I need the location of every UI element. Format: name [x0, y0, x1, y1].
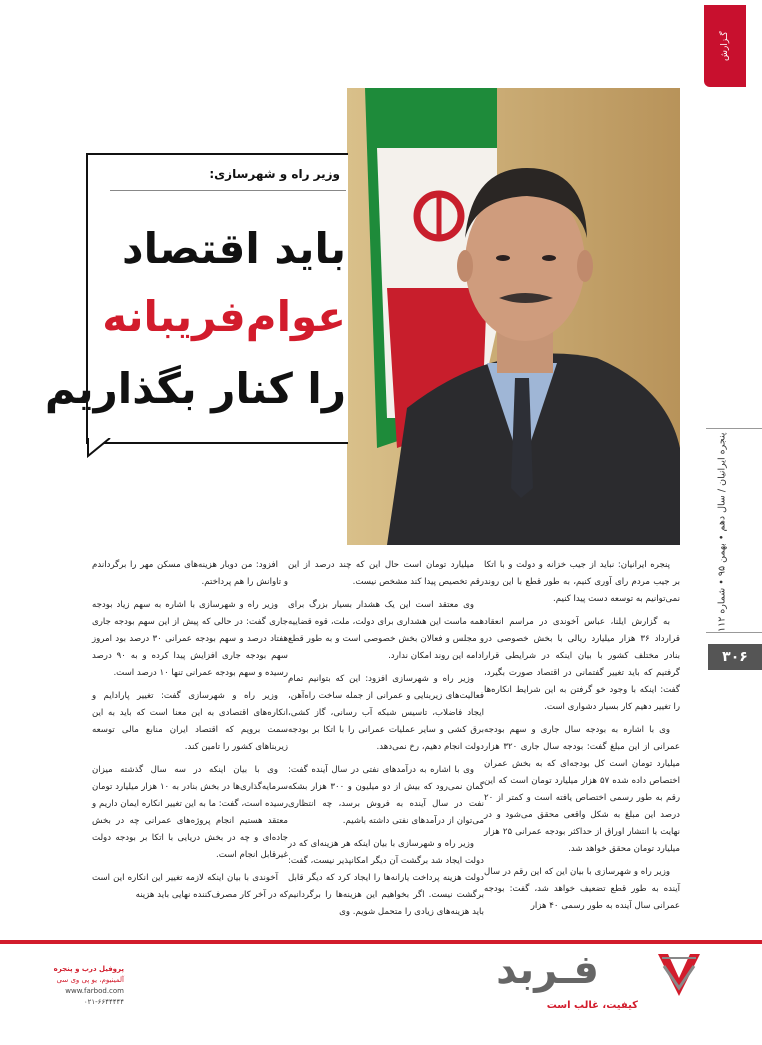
paragraph: وزیر راه و شهرسازی گفت: تغییر پارادایم و انکاره‌های اقتصادی به این معنا است که باید به این سمت برویم که اقتصاد ایران منابع مالی توسعه زیربناهای کشور را تامین کند.	[92, 691, 288, 752]
side-divider-bottom	[706, 632, 762, 633]
article-column-2	[288, 557, 484, 927]
brand-emblem-icon	[652, 948, 706, 1002]
ad-info-product: پروفیل درب و پنجره	[53, 965, 124, 973]
page-number: ۳۰۶	[708, 644, 762, 670]
paragraph: وزیر راه و شهرسازی با بیان این که این رقم در سال آینده به طور قطع تضعیف خواهد شد، گفت: بودجه عمرانی سال آینده به طور رسمی ۴۰ هزار	[484, 867, 680, 911]
speech-bubble-tail	[86, 438, 116, 458]
paragraph: میلیارد تومان است حال این که چند درصد از این رقم تخصیص پیدا کند مشخص نیست.	[288, 560, 484, 587]
paragraph: وی با بیان اینکه در سه سال گذشته میزان سرمایه‌گذاری‌ها در بخش بنادر به ۱۰ هزار میلیارد تومان رسیده است، گفت: ما به این تغییر انکاره ایمان داریم و معتقد هستیم انجام پروژه‌های عمرانی چه در بخش جاده‌ای و چه در بخش دریایی با اتکا بر بودجه دولت غیرقابل انجام است.	[92, 765, 288, 860]
ad-tagline: کیفیت، غالب است	[546, 1000, 638, 1011]
paragraph: وی معتقد است این یک هشدار بسیار بزرگ برای همه ماست این هشداری برای دولت، ملت، قوه قضاییه و مجلس و فعالان بخش خصوصی است و به طور قطع ادامه این روند امکان ندارد.	[288, 600, 484, 661]
ad-info-materials: آلمینیوم، یو پی وی سی	[56, 976, 124, 984]
portrait-photo	[347, 88, 680, 545]
kicker-rule	[110, 190, 346, 191]
ad-brand-logo: فـربد	[496, 947, 599, 993]
article-column-1	[484, 557, 680, 921]
section-label: گـزارش	[720, 31, 730, 61]
headline-line-1: باید اقتصاد	[122, 224, 346, 273]
ad-phone: ۰۲۱-۶۶۴۴۴۴۴	[83, 998, 124, 1006]
paragraph: به گزارش ایلنا، عباس آخوندی در مراسم انعقاد قرارداد ۳۶ هزار میلیارد ریالی با بخش خصوصی در بنادر مختلف کشور با بیان اینکه در شرایطی قرار گرفتیم که باید تغییر گفتمانی در اقتصاد صورت بگیرد، گفت: اینکه با وجود خو گرفتن به این شرایط انکاره‌ها را تغییر دهیم کار بسیار دشواری است.	[484, 617, 680, 712]
paragraph: پنجره ایرانیان: نباید از جیب خزانه و دولت و با اتکا بر جیب مردم رای آوری کنیم، به طور قطع با این روند نمی‌توانیم به توسعه دست پیدا کنیم.	[484, 560, 680, 604]
portrait-illustration	[347, 88, 680, 545]
headline-kicker: وزیر راه و شهرسازی:	[209, 167, 340, 181]
running-header: پنجره ایرانیان / سال دهم • بهمن ۹۵ • شماره ۱۱۲	[716, 432, 728, 633]
paragraph: وی با اشاره به بودجه سال جاری و سهم بودجه عمرانی از این مبلغ گفت: بودجه سال جاری ۳۲۰ هزار میلیارد تومان است کل بودجه‌ای که به بخش عمران اختصاص داده شده ۵۷ هزار میلیارد تومان است که این رقم به طور رسمی اختصاص یافته است و کمتر از ۲۰ درصد این مبلغ به شکل واقعی محقق می‌شود و در نهایت با انتشار اوراق از حداکثر بودجه عمرانی ۲۵ هزار میلیارد تومان محقق خواهد شد.	[484, 725, 681, 854]
paragraph: افزود: من دوبار هزینه‌های مسکن مهر را برگرداندم و تاوانش را هم پرداختم.	[92, 560, 288, 587]
paragraph: وزیر راه و شهرسازی با اشاره به سهم زیاد بودجه جاری گفت: در حالی که پیش از این سهم بودجه جاری هفتاد درصد و سهم بودجه عمرانی ۳۰ درصد بود امروز سهم بودجه جاری افزایش پیدا کرده و به ۹۰ درصد رسیده و سهم بودجه عمرانی تنها ۱۰ درصد است.	[92, 600, 289, 678]
side-divider-top	[706, 428, 762, 429]
article-column-3	[92, 557, 288, 910]
paragraph: وزیر راه و شهرسازی افزود: این که بتوانیم تمام فعالیت‌های زیربنایی و عمرانی از جمله ساخت راه‌آهن، ایجاد فاضلاب، تاسیس شبکه آب رسانی، گاز کشی، برق کشی و سایر عملیات عمرانی را با اتکا بر بودجه دولت انجام دهیم، رخ نمی‌دهد.	[288, 674, 484, 752]
ad-website[interactable]: www.farbod.com	[65, 987, 124, 995]
ad-contact-info	[40, 964, 124, 1008]
paragraph: آخوندی با بیان اینکه لازمه تغییر این انکاره این است که در آخر کار مصرف‌کننده نهایی باید هزینه	[92, 873, 288, 900]
headline-line-2: عوام‌فریبانه	[102, 292, 346, 341]
footer-red-rule	[0, 940, 762, 944]
paragraph: وزیر راه و شهرسازی با بیان اینکه هر هزینه‌ای که در دولت ایجاد شد برگشت آن دیگر امکانپذیر نیست، گفت: دولت هزینه پرداخت یارانه‌ها را ایجاد کرد که دیگر قابل برگشت نیست. اگر بخواهیم این هزینه‌ها را برگردانیم باید هزینه‌های زیادی را متحمل شویم. وی	[288, 839, 484, 917]
section-tab	[704, 5, 746, 87]
headline-line-3: را کنار بگذاریم	[44, 364, 346, 413]
paragraph: وی با اشاره به درآمدهای نفتی در سال آینده گفت: گمان نمی‌رود که بیش از دو میلیون و ۳۰۰ هزار بشکه نفت در سال آینده به فروش برسد، چه انتظاری می‌توان از درآمدهای نفتی داشته باشیم.	[288, 765, 484, 826]
